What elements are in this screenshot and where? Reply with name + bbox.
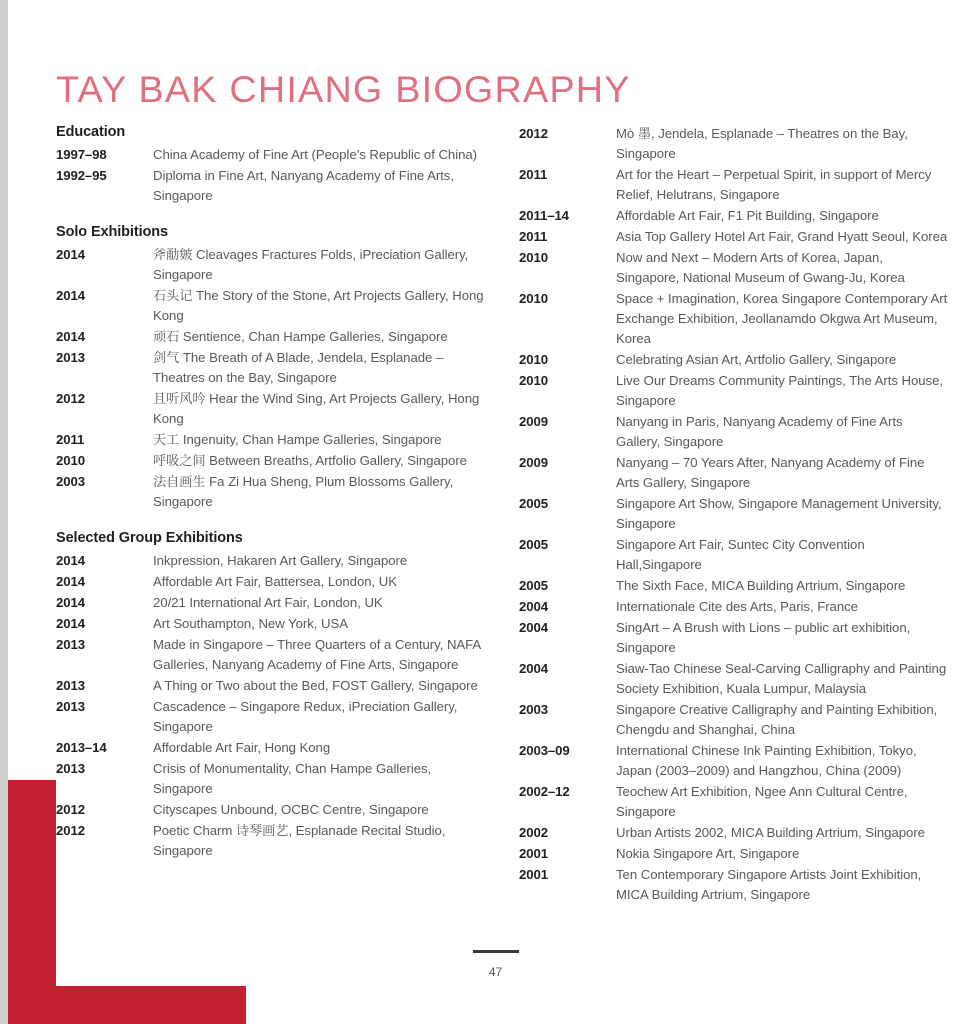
biography-entry	[56, 166, 486, 206]
page-gutter-strip	[0, 0, 8, 1024]
entry-year: 2014	[56, 574, 85, 589]
section-heading: Education	[56, 124, 126, 140]
entry-description: Urban Artists 2002, MICA Building Artrium, Singapore	[616, 825, 925, 840]
entry-year: 2011	[519, 167, 548, 182]
entry-year: 1992–95	[56, 168, 107, 183]
entry-year: 2002–12	[519, 784, 570, 799]
biography-entry	[519, 227, 949, 247]
entry-description: 石头记 The Story of the Stone, Art Projects Gallery, Hong Kong	[153, 288, 484, 323]
entry-description: Internationale Cite des Arts, Paris, France	[616, 599, 858, 614]
entry-description: Siaw-Tao Chinese Seal-Carving Calligraphy and Painting Society Exhibition, Kuala Lumpur, Malaysia	[616, 661, 947, 696]
entry-year: 2014	[56, 595, 85, 610]
entry-description: 斧勈皴 Cleavages Fractures Folds, iPreciation Gallery, Singapore	[153, 247, 469, 282]
entry-description: Teochew Art Exhibition, Ngee Ann Cultural Centre, Singapore	[616, 784, 908, 819]
biography-entry	[56, 676, 486, 696]
entry-year: 2010	[519, 291, 548, 306]
entry-description: Cascadence – Singapore Redux, iPreciation Gallery, Singapore	[153, 699, 458, 734]
biography-entry	[56, 348, 486, 388]
entry-year: 1997–98	[56, 147, 107, 162]
biography-entry	[56, 800, 486, 820]
entry-description: Affordable Art Fair, F1 Pit Building, Singapore	[616, 208, 879, 223]
entry-description: SingArt – A Brush with Lions – public art exhibition, Singapore	[616, 620, 911, 655]
biography-entry	[56, 821, 486, 861]
section-heading: Selected Group Exhibitions	[56, 530, 243, 546]
entry-year: 2004	[519, 620, 548, 635]
entry-description: Nokia Singapore Art, Singapore	[616, 846, 800, 861]
biography-entry	[519, 206, 949, 226]
entry-description: China Academy of Fine Art (People’s Republic of China)	[153, 147, 477, 162]
entry-description: Affordable Art Fair, Battersea, London, UK	[153, 574, 397, 589]
entry-description: 天工 Ingenuity, Chan Hampe Galleries, Singapore	[153, 432, 442, 447]
page-content	[8, 0, 975, 1024]
entry-year: 2003	[56, 474, 85, 489]
biography-entry	[56, 472, 486, 512]
entry-year: 2013	[56, 699, 85, 714]
biography-entry	[519, 618, 949, 658]
entry-description: Crisis of Monumentality, Chan Hampe Galleries, Singapore	[153, 761, 432, 796]
biography-entry	[519, 371, 949, 411]
biography-entry	[56, 697, 486, 737]
biography-entry	[56, 614, 486, 634]
entry-description: Singapore Art Fair, Suntec City Convention Hall,Singapore	[616, 537, 865, 572]
biography-entry	[519, 823, 949, 843]
biography-entry	[519, 844, 949, 864]
entry-description: Singapore Creative Calligraphy and Painting Exhibition, Chengdu and Shanghai, China	[616, 702, 938, 737]
entry-description: Celebrating Asian Art, Artfolio Gallery, Singapore	[616, 352, 897, 367]
entry-description: Made in Singapore – Three Quarters of a Century, NAFA Galleries, Nanyang Academy of Fine Arts, Singapore	[153, 637, 481, 672]
biography-entry	[56, 593, 486, 613]
entry-year: 2010	[519, 373, 548, 388]
biography-entry	[56, 430, 486, 450]
entry-description: The Sixth Face, MICA Building Artrium, Singapore	[616, 578, 906, 593]
entry-description: Poetic Charm 诗琴画艺, Esplanade Recital Studio, Singapore	[153, 823, 446, 858]
entry-year: 2011–14	[519, 208, 569, 223]
biography-entry	[56, 286, 486, 326]
entry-description: Asia Top Gallery Hotel Art Fair, Grand Hyatt Seoul, Korea	[616, 229, 948, 244]
biography-section	[56, 224, 486, 512]
biography-entry	[519, 165, 949, 205]
biography-entry	[519, 124, 949, 164]
entry-description: Singapore Art Show, Singapore Management University, Singapore	[616, 496, 942, 531]
entry-description: International Chinese Ink Painting Exhibition, Tokyo, Japan (2003–2009) and Hangzhou, China (2009)	[616, 743, 917, 778]
right-column	[519, 124, 949, 906]
entry-description: Inkpression, Hakaren Art Gallery, Singapore	[153, 553, 408, 568]
entry-description: Affordable Art Fair, Hong Kong	[153, 740, 331, 755]
entry-year: 2005	[519, 578, 548, 593]
entry-year: 2014	[56, 616, 85, 631]
biography-entry	[56, 327, 486, 347]
biography-entry	[56, 635, 486, 675]
entry-year: 2003–09	[519, 743, 570, 758]
left-column	[56, 124, 486, 862]
entry-year: 2003	[519, 702, 548, 717]
entry-year: 2013	[56, 637, 85, 652]
entry-year: 2010	[519, 250, 548, 265]
page-title: TAY BAK CHIANG BIOGRAPHY	[56, 68, 631, 110]
entry-year: 2011	[519, 229, 548, 244]
entry-year: 2004	[519, 599, 548, 614]
entry-description: 剑气 The Breath of A Blade, Jendela, Esplanade – Theatres on the Bay, Singapore	[153, 350, 444, 385]
biography-section	[56, 124, 486, 206]
biography-entry	[519, 248, 949, 288]
biography-section	[56, 530, 486, 861]
entry-description: 呼吸之间 Between Breaths, Artfolio Gallery, Singapore	[153, 453, 467, 468]
entry-description: Nanyang – 70 Years After, Nanyang Academy of Fine Arts Gallery, Singapore	[616, 455, 925, 490]
entry-description: 且听风吟 Hear the Wind Sing, Art Projects Gallery, Hong Kong	[153, 391, 480, 426]
entry-description: Ten Contemporary Singapore Artists Joint Exhibition, MICA Building Artrium, Singapore	[616, 867, 922, 902]
entry-year: 2010	[56, 453, 85, 468]
entry-year: 2014	[56, 553, 85, 568]
entry-year: 2012	[56, 391, 85, 406]
section-heading: Solo Exhibitions	[56, 224, 168, 240]
entry-year: 2004	[519, 661, 548, 676]
entry-description: Live Our Dreams Community Paintings, The Arts House, Singapore	[616, 373, 943, 408]
biography-section	[519, 124, 949, 905]
entry-year: 2005	[519, 496, 548, 511]
entry-year: 2001	[519, 846, 548, 861]
page-footer	[8, 950, 975, 979]
entry-description: Nanyang in Paris, Nanyang Academy of Fine Arts Gallery, Singapore	[616, 414, 903, 449]
entry-year: 2010	[519, 352, 548, 367]
entry-description: Diploma in Fine Art, Nanyang Academy of Fine Arts, Singapore	[153, 168, 454, 203]
biography-entry	[519, 700, 949, 740]
entry-year: 2009	[519, 414, 548, 429]
biography-entry	[519, 659, 949, 699]
entry-year: 2002	[519, 825, 548, 840]
biography-entry	[56, 389, 486, 429]
page-number: 47	[488, 965, 503, 979]
entry-description: 法自画生 Fa Zi Hua Sheng, Plum Blossoms Gallery, Singapore	[153, 474, 454, 509]
entry-description: Mò 墨, Jendela, Esplanade – Theatres on the Bay, Singapore	[616, 126, 908, 161]
entry-year: 2013	[56, 678, 85, 693]
entry-year: 2012	[56, 823, 85, 838]
biography-entry	[519, 865, 949, 905]
entry-year: 2012	[56, 802, 85, 817]
entry-year: 2011	[56, 432, 85, 447]
entry-description: A Thing or Two about the Bed, FOST Gallery, Singapore	[153, 678, 478, 693]
entry-description: Art for the Heart – Perpetual Spirit, in support of Mercy Relief, Helutrans, Singapore	[616, 167, 932, 202]
entry-year: 2001	[519, 867, 548, 882]
entry-year: 2009	[519, 455, 548, 470]
entry-year: 2014	[56, 288, 85, 303]
entry-year: 2014	[56, 247, 85, 262]
biography-entry	[56, 572, 486, 592]
biography-entry	[56, 451, 486, 471]
entry-description: Now and Next – Modern Arts of Korea, Japan, Singapore, National Museum of Gwang-Ju, Korea	[616, 250, 905, 285]
footer-rule	[473, 950, 519, 953]
biography-entry	[519, 289, 949, 349]
biography-entry	[519, 350, 949, 370]
biography-entry	[519, 597, 949, 617]
biography-entry	[519, 741, 949, 781]
entry-year: 2014	[56, 329, 85, 344]
biography-entry	[519, 576, 949, 596]
entry-description: 20/21 International Art Fair, London, UK	[153, 595, 383, 610]
biography-entry	[519, 782, 949, 822]
biography-entry	[519, 535, 949, 575]
entry-description: Cityscapes Unbound, OCBC Centre, Singapore	[153, 802, 429, 817]
entry-year: 2013	[56, 761, 85, 776]
entry-year: 2013	[56, 350, 85, 365]
entry-description: Space + Imagination, Korea Singapore Contemporary Art Exchange Exhibition, Jeollanamdo Okgwa Art Museum, Korea	[616, 291, 948, 346]
biography-entry	[56, 738, 486, 758]
biography-entry	[56, 245, 486, 285]
entry-description: Art Southampton, New York, USA	[153, 616, 348, 631]
entry-year: 2005	[519, 537, 548, 552]
biography-entry	[519, 412, 949, 452]
biography-entry	[519, 494, 949, 534]
biography-entry	[56, 551, 486, 571]
entry-year: 2012	[519, 126, 548, 141]
entry-year: 2013–14	[56, 740, 107, 755]
biography-entry	[56, 759, 486, 799]
biography-entry	[56, 145, 486, 165]
entry-description: 顽石 Sentience, Chan Hampe Galleries, Singapore	[153, 329, 448, 344]
biography-entry	[519, 453, 949, 493]
